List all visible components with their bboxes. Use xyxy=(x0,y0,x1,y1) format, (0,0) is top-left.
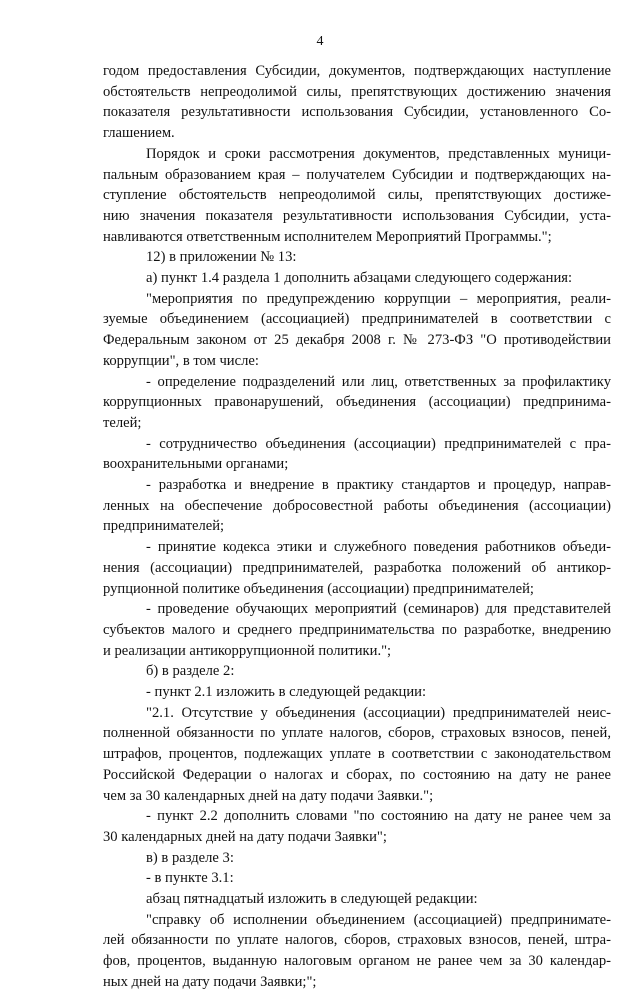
text-line: годом предоставления Субсидии, документов, подтверждающих наступление xyxy=(103,63,611,79)
text-line: - определение подразделений или лиц, ответственных за профилактику xyxy=(146,373,611,390)
text-line: субъектов малого и среднего предпринимательства по разработке, внедрению xyxy=(103,621,611,638)
text-line: в) в разделе 3: xyxy=(146,849,234,866)
text-line: телей; xyxy=(103,414,142,431)
text-line: чем за 30 календарных дней на дату подачи Заявки."; xyxy=(103,787,434,804)
text-line: - разработка и внедрение в практику стандартов и процедур, направ- xyxy=(146,477,611,493)
text-line: - принятие кодекса этики и служебного поведения работников объеди- xyxy=(146,539,611,556)
text-line: ных дней на дату подачи Заявки;"; xyxy=(103,973,317,990)
text-line: предпринимателей; xyxy=(103,518,225,535)
text-line: 12) в приложении № 13: xyxy=(146,249,297,266)
text-line: - сотрудничество объединения (ассоциации) предпринимателей с пра- xyxy=(146,435,611,452)
text-line: обстоятельств непреодолимой силы, препятствующих достижению значения xyxy=(103,83,611,100)
text-line: "мероприятия по предупреждению коррупции – мероприятия, реали- xyxy=(146,290,611,307)
text-line: зуемые объединением (ассоциацией) предпринимателей в соответствии с xyxy=(103,311,611,328)
text-line: воохранительными органами; xyxy=(103,456,289,473)
text-line: лей обязанности по уплате налогов, сборов, страховых взносов, пеней, штра- xyxy=(103,932,611,949)
text-line: "справку об исполнении объединением (ассоциацией) предпринимате- xyxy=(146,911,611,928)
text-line: глашением. xyxy=(103,125,175,142)
text-line: коррупции", в том числе: xyxy=(103,352,259,369)
text-line: пальным образованием края – получателем Субсидии и подтверждающих на- xyxy=(103,166,611,183)
text-line: б) в разделе 2: xyxy=(146,663,235,680)
text-line: нения (ассоциации) предпринимателей, разработка положений об антикор- xyxy=(103,559,611,576)
text-line: коррупционных правонарушений, объединения (ассоциации) предпринима- xyxy=(103,394,611,411)
text-line: - в пункте 3.1: xyxy=(146,870,234,887)
text-line: Порядок и сроки рассмотрения документов, представленных муници- xyxy=(146,145,611,162)
text-line: абзац пятнадцатый изложить в следующей редакции: xyxy=(146,891,478,907)
text-line: штрафов, процентов, подлежащих уплате в соответствии с законодательством xyxy=(103,746,611,763)
text-line: - пункт 2.1 изложить в следующей редакции: xyxy=(146,684,427,700)
text-line: фов, процентов, выданную налоговым органом не ранее чем за 30 календар- xyxy=(103,953,611,970)
text-line: - пункт 2.2 дополнить словами "по состоянию на дату не ранее чем за xyxy=(146,808,611,825)
text-line: Российской Федерации о налогах и сборах, по состоянию на дату не ранее xyxy=(103,766,611,783)
text-line: и реализации антикоррупционной политики."; xyxy=(103,642,392,659)
text-line: рупционной политике объединения (ассоциации) предпринимателей; xyxy=(103,580,534,597)
text-line: "2.1. Отсутствие у объединения (ассоциации) предпринимателей неис- xyxy=(146,704,611,721)
text-line: полненной обязанности по уплате налогов, сборов, страховых взносов, пеней, xyxy=(103,725,611,742)
text-line: нию значения показателя результативности использования Субсидии, уста- xyxy=(103,207,611,224)
text-line: Федеральным законом от 25 декабря 2008 г. № 273-ФЗ "О противодействии xyxy=(103,332,611,349)
text-line: навливаются ответственным исполнителем Мероприятий Программы."; xyxy=(103,228,552,245)
text-line: показателя результативности использования Субсидии, установленного Со- xyxy=(103,104,611,121)
text-line: - проведение обучающих мероприятий (семинаров) для представителей xyxy=(146,601,611,618)
text-line: а) пункт 1.4 раздела 1 дополнить абзацами следующего содержания: xyxy=(146,270,573,286)
text-line: 30 календарных дней на дату подачи Заявки"; xyxy=(103,828,387,845)
text-line: ленных на обеспечение добросовестной работы объединения (ассоциации) xyxy=(103,497,611,514)
text-line: ступление обстоятельств непреодолимой силы, препятствующих достиже- xyxy=(103,187,611,204)
page-number: 4 xyxy=(316,34,324,49)
